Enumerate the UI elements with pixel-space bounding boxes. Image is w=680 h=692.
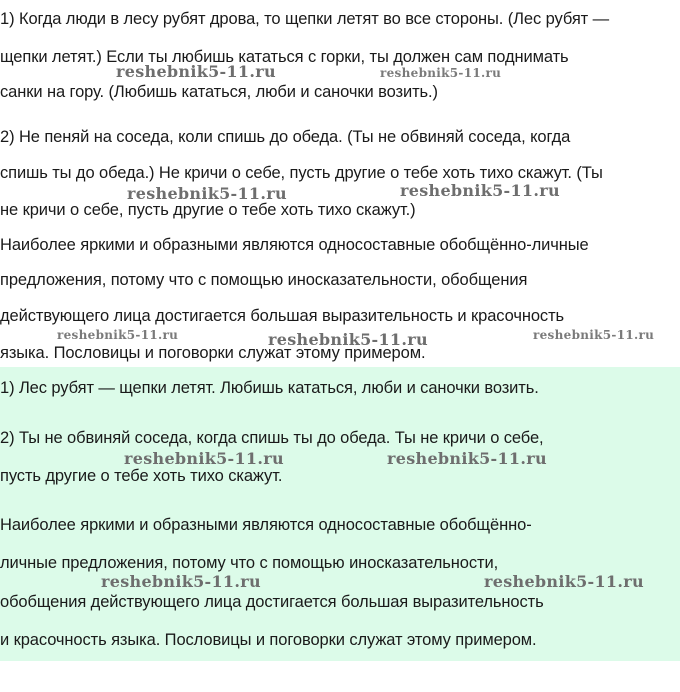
question-line: действующего лица достигается большая выразительность и красочность	[0, 307, 565, 325]
question-line: не кричи о себе, пусть другие о тебе хоть тихо скажут.)	[0, 201, 416, 219]
answer-line: личные предложения, потому что с помощью иносказательности,	[0, 554, 499, 572]
answer-line: и красочность языка. Пословицы и поговорки служат этому примером.	[0, 631, 537, 649]
answer-line: 1) Лес рубят — щепки летят. Любишь кататься, люби и саночки возить.	[0, 379, 539, 397]
question-line: предложения, потому что с помощью иносказательности, обобщения	[0, 271, 528, 289]
watermark: reshebnik5-11.ru	[124, 449, 284, 468]
watermark: reshebnik5-11.ru	[400, 181, 560, 200]
question-line: 2) Не пеняй на соседа, коли спишь до обеда. (Ты не обвиняй соседа, когда	[0, 128, 571, 146]
watermark: reshebnik5-11.ru	[533, 328, 655, 342]
question-line: 1) Когда люди в лесу рубят дрова, то щепки летят во все стороны. (Лес рубят —	[0, 10, 610, 28]
question-line: щепки летят.) Если ты любишь кататься с горки, ты должен сам поднимать	[0, 48, 569, 66]
watermark: reshebnik5-11.ru	[268, 330, 428, 349]
watermark: reshebnik5-11.ru	[127, 184, 287, 203]
watermark: reshebnik5-11.ru	[387, 449, 547, 468]
question-line: спишь ты до обеда.) Не кричи о себе, пусть другие о тебе хоть тихо скажут. (Ты	[0, 164, 603, 182]
question-line: языка. Пословицы и поговорки служат этому примером.	[0, 344, 426, 362]
watermark: reshebnik5-11.ru	[57, 328, 179, 342]
answer-block	[0, 367, 680, 661]
question-line: санки на гору. (Любишь кататься, люби и саночки возить.)	[0, 83, 438, 101]
watermark: reshebnik5-11.ru	[116, 62, 276, 81]
watermark: reshebnik5-11.ru	[380, 66, 502, 80]
answer-line: обобщения действующего лица достигается большая выразительность	[0, 593, 544, 611]
watermark: reshebnik5-11.ru	[484, 572, 644, 591]
answer-line: 2) Ты не обвиняй соседа, когда спишь ты до обеда. Ты не кричи о себе,	[0, 429, 544, 447]
answer-line: Наиболее яркими и образными являются односоставные обобщённо-	[0, 516, 532, 534]
question-line: Наиболее яркими и образными являются односоставные обобщённо-личные	[0, 236, 589, 254]
answer-line: пусть другие о тебе хоть тихо скажут.	[0, 467, 283, 485]
watermark: reshebnik5-11.ru	[101, 572, 261, 591]
